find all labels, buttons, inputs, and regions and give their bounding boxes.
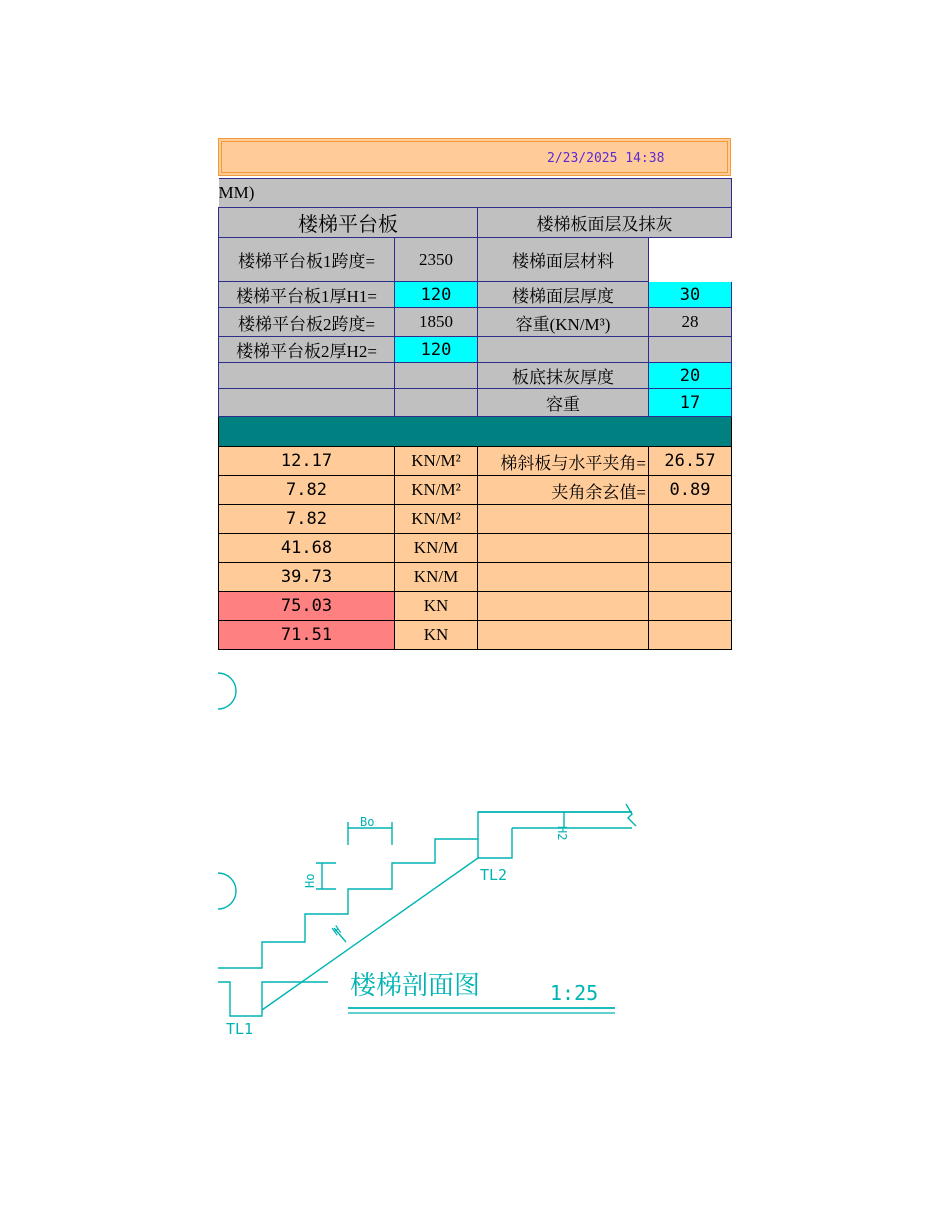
header-bar bbox=[218, 138, 731, 176]
header-date: 2/23/2025 14:38 bbox=[547, 151, 665, 166]
result-unit: KN bbox=[395, 621, 478, 650]
param-rvalue[interactable] bbox=[649, 337, 732, 363]
param-rvalue[interactable]: 30 bbox=[649, 282, 732, 308]
result-rlabel bbox=[478, 592, 649, 621]
result-rlabel bbox=[478, 563, 649, 592]
drawing-scale: 1:25 bbox=[550, 981, 599, 1005]
result-unit: KN/M bbox=[395, 534, 478, 563]
result-value: 41.68 bbox=[219, 534, 395, 563]
result-unit: KN/M² bbox=[395, 476, 478, 505]
label-ho: Ho bbox=[303, 873, 317, 888]
teal-divider bbox=[219, 417, 732, 447]
param-rlabel: 楼梯面层材料 bbox=[478, 238, 649, 282]
param-label bbox=[219, 363, 395, 389]
result-rvalue bbox=[649, 505, 732, 534]
param-label: 楼梯平台板2厚H2= bbox=[219, 337, 395, 363]
result-rvalue: 26.57 bbox=[649, 447, 732, 476]
param-rvalue[interactable]: 28 bbox=[649, 308, 732, 337]
result-rlabel bbox=[478, 534, 649, 563]
param-label: 楼梯平台板1厚H1= bbox=[219, 282, 395, 308]
result-value-alert: 75.03 bbox=[219, 592, 395, 621]
param-rlabel bbox=[478, 337, 649, 363]
param-rlabel: 容重 bbox=[478, 389, 649, 417]
param-value[interactable]: 120 bbox=[395, 337, 478, 363]
param-rlabel: 容重(KN/M³) bbox=[478, 308, 649, 337]
param-value[interactable] bbox=[395, 389, 478, 417]
result-value: 7.82 bbox=[219, 476, 395, 505]
result-rvalue bbox=[649, 563, 732, 592]
stair-slab-bottom bbox=[262, 858, 481, 1010]
param-value[interactable]: 1850 bbox=[395, 308, 478, 337]
result-rvalue bbox=[649, 592, 732, 621]
result-value: 12.17 bbox=[219, 447, 395, 476]
param-label bbox=[219, 389, 395, 417]
param-rvalue[interactable]: 20 bbox=[649, 363, 732, 389]
param-rvalue[interactable]: 17 bbox=[649, 389, 732, 417]
param-rvalue[interactable] bbox=[649, 238, 732, 282]
param-value[interactable] bbox=[395, 363, 478, 389]
param-value[interactable]: 120 bbox=[395, 282, 478, 308]
tl2-beam bbox=[478, 828, 512, 858]
result-rlabel bbox=[478, 505, 649, 534]
label-tl2: TL2 bbox=[480, 866, 508, 884]
param-label: 楼梯平台板2跨度= bbox=[219, 308, 395, 337]
result-value: 7.82 bbox=[219, 505, 395, 534]
param-value[interactable]: 2350 bbox=[395, 238, 478, 282]
result-value: 39.73 bbox=[219, 563, 395, 592]
label-h2: H2 bbox=[555, 826, 569, 841]
result-unit: KN/M² bbox=[395, 505, 478, 534]
right-heading: 楼梯板面层及抹灰 bbox=[478, 208, 732, 238]
drawing-title: 楼梯剖面图 bbox=[350, 971, 481, 1001]
result-rvalue bbox=[649, 534, 732, 563]
result-unit: KN/M² bbox=[395, 447, 478, 476]
result-rlabel bbox=[478, 621, 649, 650]
result-unit: KN bbox=[395, 592, 478, 621]
param-rlabel: 楼梯面层厚度 bbox=[478, 282, 649, 308]
param-table bbox=[218, 178, 732, 650]
label-tl1: TL1 bbox=[226, 1020, 254, 1038]
left-heading: 楼梯平台板 bbox=[219, 208, 478, 238]
label-h: H bbox=[329, 922, 344, 939]
result-rlabel: 夹角余玄值= bbox=[478, 476, 649, 505]
result-rvalue bbox=[649, 621, 732, 650]
param-rlabel: 板底抹灰厚度 bbox=[478, 363, 649, 389]
param-label: 楼梯平台板1跨度= bbox=[219, 238, 395, 282]
stair-steps-outline bbox=[218, 812, 632, 968]
arc-mark-top bbox=[218, 673, 236, 709]
label-bo: Bo bbox=[360, 815, 375, 829]
result-rlabel: 梯斜板与水平夹角= bbox=[478, 447, 649, 476]
tl1-beam bbox=[218, 982, 328, 1016]
result-rvalue: 0.89 bbox=[649, 476, 732, 505]
result-value-alert: 71.51 bbox=[219, 621, 395, 650]
result-unit: KN/M bbox=[395, 563, 478, 592]
section-title: MM) bbox=[219, 179, 732, 208]
arc-mark-bottom bbox=[218, 873, 236, 909]
